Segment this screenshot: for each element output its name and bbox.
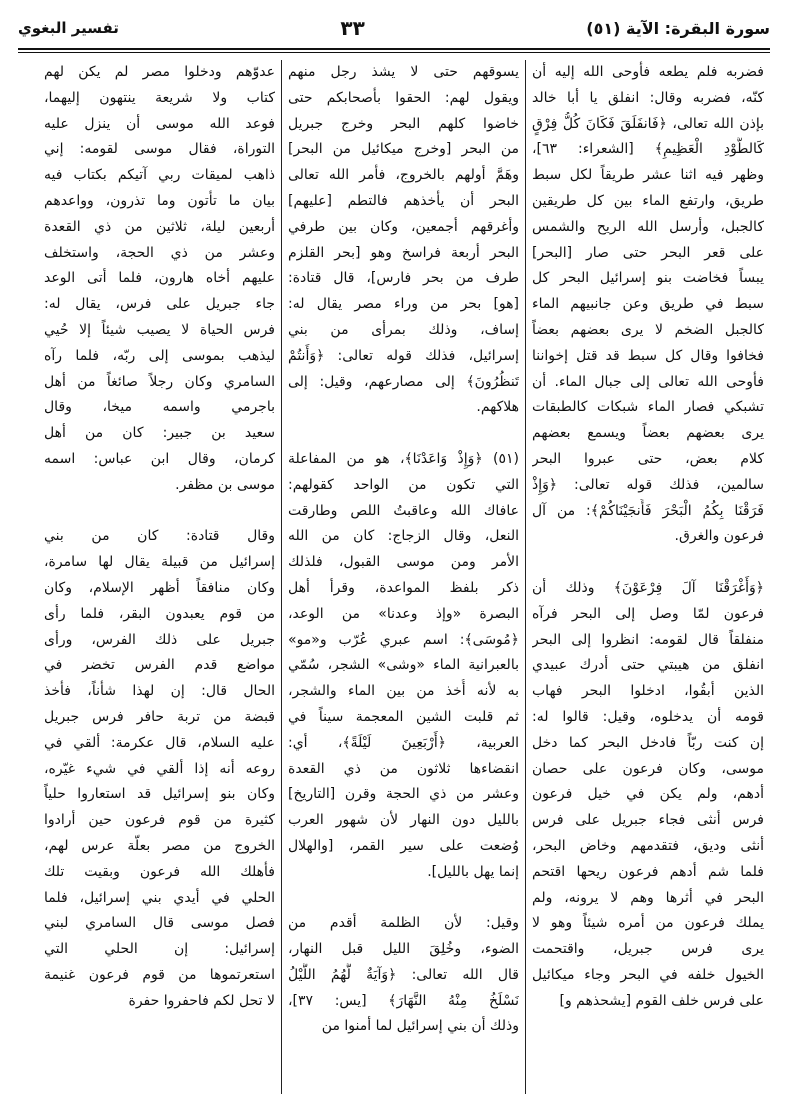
text-line: فرس الحياة لا يصيب شيئاً إلا حُيي <box>44 321 275 338</box>
text-line: البحر أربعة فراسخ وهو [بحر القلزم <box>288 244 519 261</box>
text-line: فرعون والغرق. <box>674 528 764 545</box>
text-line: موسى، وكان فرعون على حصان <box>532 760 764 777</box>
text-line: ﴿مُوسَى﴾: اسم عبري عُرّب و«مو» <box>288 631 519 648</box>
text-line: وعشر من ذي الحجة، واستخلف <box>44 244 275 261</box>
text-line: قال الله تعالى: ﴿وَآيَةٌ لَّهُمُ اللَّيْلُ <box>288 966 519 983</box>
text-line: الحلي في أيدي بني إسرائيل، فلما <box>44 889 275 906</box>
text-line: فرعون لمّا وصل إلى البحر فرآه <box>532 605 764 622</box>
text-line: كرمان، وقال ابن عباس: اسمه <box>44 450 275 467</box>
text-line: يبساً فخاضت بنو إسرائيل البحر كل <box>532 270 764 287</box>
text-line: كالجبل، وأرسل الله الريح والشمس <box>532 218 764 235</box>
page-header <box>18 12 770 44</box>
text-line: بيان ما تأتون وما تذرون، وواعدهم <box>44 192 275 209</box>
text-line: من البحر [وخرج ميكائيل من البحر] <box>288 141 519 158</box>
text-line: (٥١) ﴿وَإِذْ وَاعَدْنَا﴾، هو من المفاعلة <box>288 450 519 467</box>
header-rule-thin <box>18 52 770 53</box>
text-line: فرس أنثى فجاء جبريل على فرس <box>532 812 764 829</box>
text-line: انفلق من هيبتي حتى أدرك عبيدي <box>532 657 764 674</box>
text-line: أدهم، ولم يكن في خيل فرعون <box>532 786 764 803</box>
text-line: كتاب ولا شريعة ينتهون إليهما، <box>44 89 275 106</box>
text-line: كالجبل الضخم لا يرى بعضهم بعضاً <box>532 321 764 338</box>
text-line: الخروج من مصر بعلّة عرس لهم، <box>44 837 275 854</box>
text-line: سعيد بن جبير: كان من أهل <box>44 425 275 442</box>
text-line: روعه أنه إذا ألقي في شيء غيّره، <box>44 760 275 777</box>
text-line: سالمين، فذلك قوله تعالى: ﴿وَإِذْ <box>532 476 764 493</box>
text-line: الذين أبقُوا، ادخلوا البحر فهاب <box>532 683 764 700</box>
column-right <box>526 60 770 1094</box>
text-line: إساف، وذلك بمرأى من بني <box>288 321 519 338</box>
text-line: موسى بن مظفر. <box>175 476 275 493</box>
text-line: وقال قتادة: كان من بني <box>44 528 275 545</box>
text-line: جاء جبريل على فرس، يقال له: <box>44 296 275 313</box>
text-line: لا تحل لكم فاحفروا حفرة <box>128 992 275 1009</box>
text-line: يسوقهم حتى لا يشذ رجل منهم <box>288 64 519 80</box>
text-line: فأوحى الله تعالى إلى جبال الماء. أن <box>532 373 764 390</box>
text-line: فصل موسى قال السامري لبني <box>44 915 275 932</box>
text-line: تشبكي فصار الماء شبكات كالطبقات <box>532 399 764 416</box>
text-line: قومه أن يدخلوه، وقيل: قالوا له: <box>532 708 764 725</box>
text-line: فأهلك الله فرعون وبقيت تلك <box>44 863 275 880</box>
text-line: عليهم أخاه هارون، فلما أتى الوعد <box>44 270 275 287</box>
text-line: البحر في أثرها وهم لا يرونه، ولم <box>532 889 764 906</box>
text-line: على فرس خلف القوم [يشحذهم و] <box>559 992 764 1009</box>
book-page <box>18 12 770 1094</box>
text-line: وعشر من ذي الحجة وقرن [التاريخ] <box>288 786 519 803</box>
text-line: بالعبرانية الماء «وشى» الشجر، سُمّي <box>288 657 519 674</box>
text-line: فخافوا وقال كل سبط قد قتل إخواننا <box>532 347 764 364</box>
text-line: بالليل دون النهار لأن شهور العرب <box>288 812 519 829</box>
text-line: كنّه، فضربه وقال: انفلق يا أبا خالد <box>532 89 764 106</box>
text-line: كلام بعض، حتى عبروا البحر <box>532 450 764 467</box>
text-line: كثيرة من قوم فرعون حين أرادوا <box>44 812 275 829</box>
text-line: التوراة، فقال موسى لقومه: إني <box>44 141 275 158</box>
text-line: سبط في طريق وعن جانبيهم الماء <box>532 296 764 313</box>
text-line: ليذهب بموسى إلى ربّه، فلما رآه <box>44 347 275 364</box>
text-line: على قعر البحر حتى صار [البحر] <box>532 244 764 261</box>
text-line <box>532 550 764 576</box>
text-line: ذكر بلفظ المواعدة، وقرأ أهل <box>288 579 519 596</box>
text-line: إنما يهل بالليل]. <box>427 863 519 880</box>
text-line <box>288 421 519 447</box>
text-line: به لأنه أُخذ من بين الماء والشجر، <box>288 683 519 700</box>
text-line: [هو] بحر من وراء مصر يقال له: <box>288 296 519 313</box>
text-line: أنثى وديق، فتقدمهم وخاض البحر، <box>532 837 764 854</box>
text-line: استعرتموها من قوم فرعون غنيمة <box>44 966 275 983</box>
text-line: عليه السلام، قال عكرمة: ألقي في <box>44 734 275 751</box>
text-line: يرى بعضهم بعضاً ويسمع بعضهم <box>532 425 764 442</box>
text-line: الحال قال: إن لهذا شأناً، فأخذ <box>44 683 275 700</box>
surah-verse-heading: سورة البقرة: الآية (٥١) <box>586 18 770 38</box>
text-line: ثم قلبت الشين المعجمة سيناً في <box>288 708 519 725</box>
text-line: إسرائيل، فذلك قوله تعالى: ﴿وَأَنتُمْ <box>288 347 519 364</box>
text-line: الضوء، وخُلِقَ الليل قبل النهار، <box>288 941 519 958</box>
header-rule <box>18 48 770 50</box>
text-line: فلما شم أدهم فرعون ريحها اقتحم <box>532 863 764 880</box>
text-columns <box>18 60 770 1094</box>
text-line: الأمر ومن موسى القبول، فلذلك <box>288 554 519 571</box>
text-line: البصرة «وإذ وعدنا» من الوعد، <box>288 605 519 622</box>
book-title: تفسير البغوي <box>18 19 119 37</box>
text-line: مواضع قدم الفرس تخضر في <box>44 657 275 674</box>
text-line: فضربه فلم يطعه فأوحى الله إليه أن <box>532 64 764 80</box>
text-line <box>44 499 275 525</box>
text-line: وُضعت على سير القمر، [والهلال <box>288 837 519 854</box>
text-line <box>288 886 519 912</box>
text-line: وقيل: لأن الظلمة أقدم من <box>288 915 519 932</box>
text-line: جبريل على ذلك الفرس، ورأى <box>44 631 275 648</box>
text-line: عدوّهم ودخلوا مصر لم يكن لهم <box>44 64 275 80</box>
text-line: وهَمَّ أولهم بالخروج، فأمر الله تعالى <box>288 167 519 184</box>
text-line: يرى فرس جبريل، واقتحمت <box>532 941 764 958</box>
text-line: النعل، وقال الزجاج: كان من الله <box>288 528 519 545</box>
text-line: الخيول خلفه في البحر وجاء ميكائيل <box>532 966 764 983</box>
text-line: فَرَقْنَا بِكُمُ الْبَحْرَ فَأَنجَيْنَاكُمْ﴾: من آل <box>532 502 764 519</box>
text-line: ويقول لهم: الحقوا بأصحابكم حتى <box>288 89 519 106</box>
text-line: نَسْلَخُ مِنْهُ النَّهَارَ﴾ [يس: ٣٧]، <box>288 992 519 1009</box>
text-line: التي تكون من الواحد كقولهم: <box>288 476 519 493</box>
text-line: ﴿وَأَغْرَقْنَا آلَ فِرْعَوْنَ﴾ وذلك أن <box>532 579 764 596</box>
text-line: فوعد الله موسى أن ينزل عليه <box>44 115 275 132</box>
text-line: طرف من بحر فارس]، قال قتادة: <box>288 270 519 287</box>
text-line: انقضاءها ثلاثون من ذي القعدة <box>288 760 519 777</box>
text-line: السامري وكان رجلاً صائغاً من أهل <box>44 373 275 390</box>
page-number: ٣٣ <box>340 16 365 40</box>
text-line: وكان منافقاً أظهر الإسلام، وكان <box>44 579 275 596</box>
text-line: قبضة من تربة حافر فرس جبريل <box>44 708 275 725</box>
text-line: يملك فرعون من أمره شيئاً وهو لا <box>532 915 764 932</box>
text-line: كَالطَّوْدِ الْعَظِيمِ﴾ [الشعراء: ٦٣]، <box>532 141 764 158</box>
text-line: وأغرقهم أجمعين، وكان بين طرفي <box>288 218 519 235</box>
text-line: باجرمي واسمه ميخا، وقال <box>44 399 275 416</box>
text-line: أربعين ليلة، ثلاثين من ذي القعدة <box>44 218 275 235</box>
column-left <box>38 60 282 1094</box>
text-line: البحر أن يأخذهم فالتطم [عليهم] <box>288 192 519 209</box>
text-line: وذلك أن بني إسرائيل لما أمنوا من <box>321 1018 519 1035</box>
text-line: هلاكهم. <box>476 399 519 416</box>
text-line: طريق، وارتفع الماء بين كل طريقين <box>532 192 764 209</box>
text-line: العربية، ﴿أَرْبَعِينَ لَيْلَةً﴾، أي: <box>288 734 519 751</box>
text-line: إسرائيل: إن الحلي التي <box>44 941 275 958</box>
text-line: خاضوا كلهم البحر وخرج جبريل <box>288 115 519 132</box>
column-middle <box>282 60 526 1094</box>
text-line: بإذن الله تعالى، ﴿فَانفَلَقَ فَكَانَ كُلُّ فِرْقٍ <box>532 115 764 132</box>
text-line: إسرائيل من قبيلة يقال لها سامرة، <box>44 554 275 571</box>
text-line: تَنظُرُونَ﴾ إلى مصارعهم، وقيل: إلى <box>288 373 519 390</box>
text-line: وظهر فيه اثنا عشر طريقاً لكل سبط <box>532 167 764 184</box>
text-line: عافاك الله وعاقبتُ اللص وطارقت <box>288 502 519 519</box>
text-line: ذاهب لميقات ربي آتيكم بكتاب فيه <box>44 167 275 184</box>
text-line: إن كنت ربّاً فادخل البحر كما دخل <box>532 734 764 751</box>
text-line: من قوم يعبدون البقر، فلما رأى <box>44 605 275 622</box>
text-line: وكان بنو إسرائيل قد استعاروا حلياً <box>44 786 275 803</box>
text-line: منفلقاً قال لقومه: انظروا إلى البحر <box>532 631 764 648</box>
